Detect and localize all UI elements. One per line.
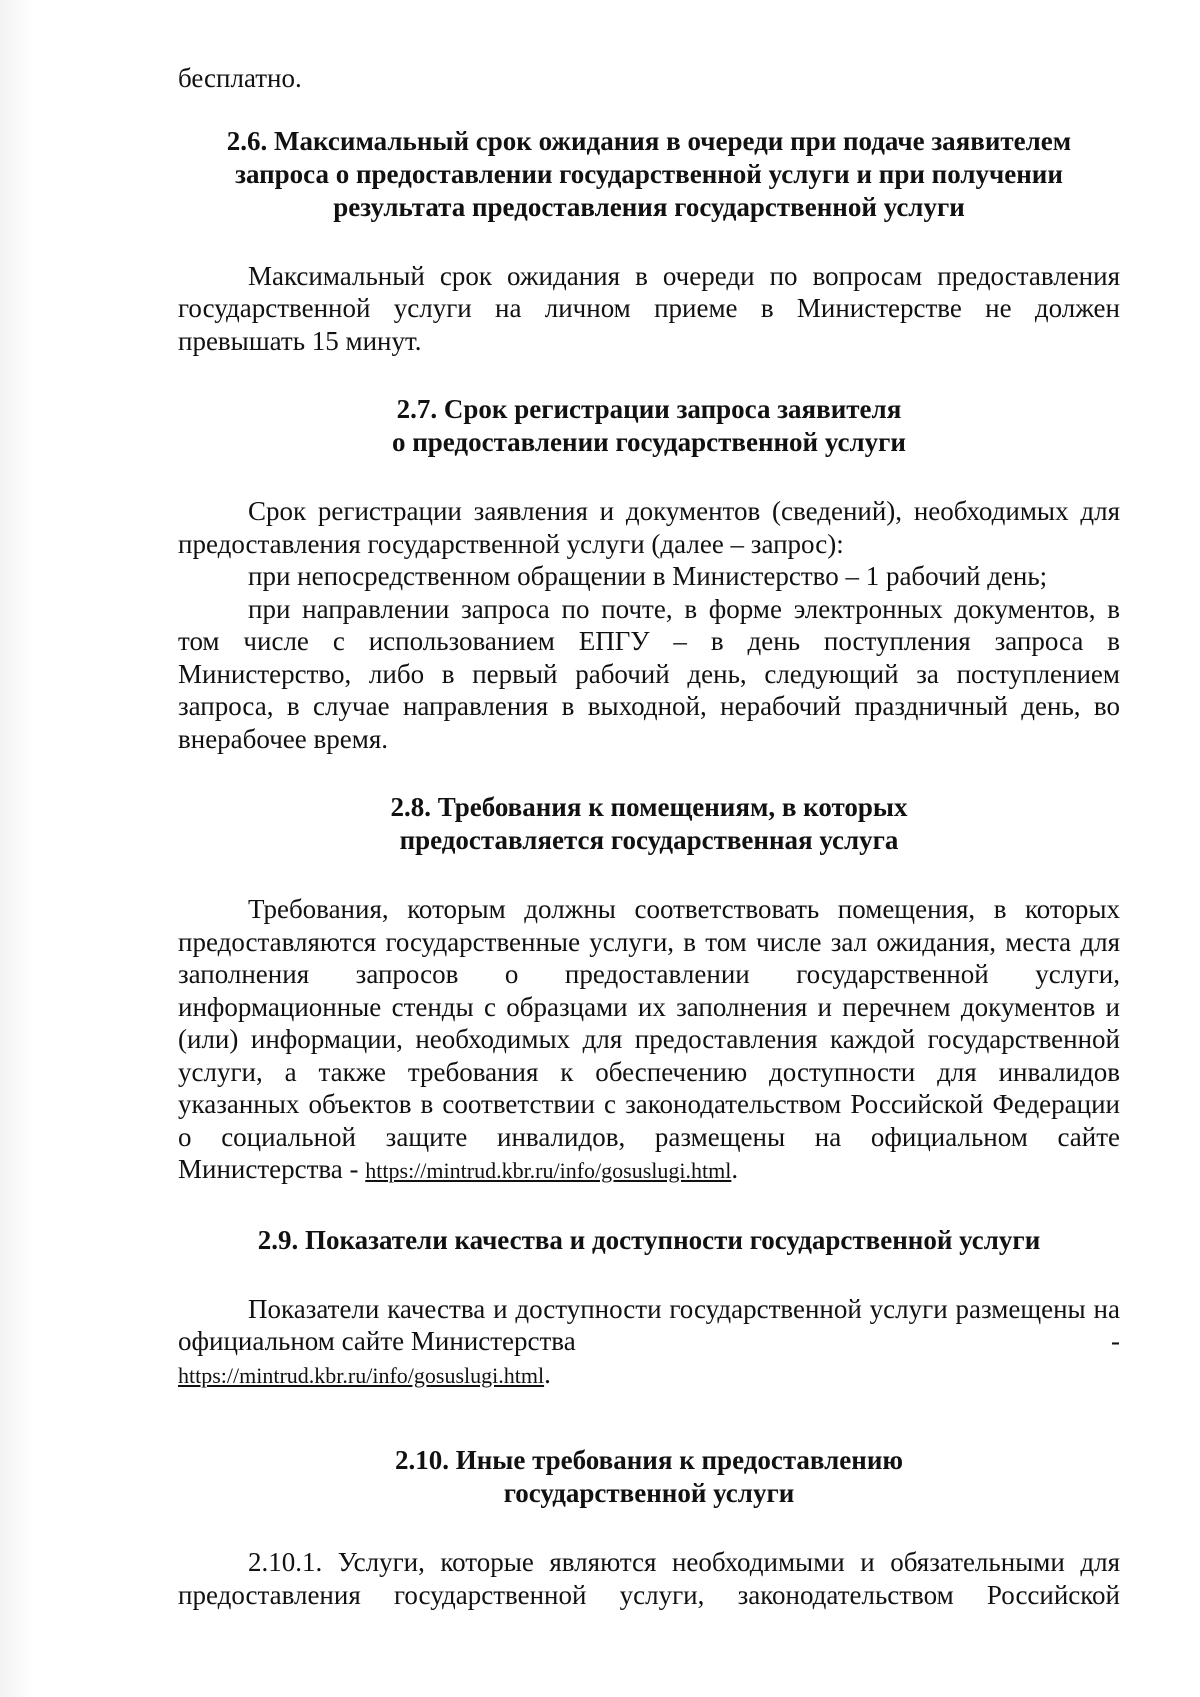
section-2-9-paragraph <box>178 1293 1120 1358</box>
heading-line: о предоставлении государственной услуги <box>391 427 906 457</box>
gosuslugi-link[interactable]: https://mintrud.kbr.ru/info/gosuslugi.html <box>365 1158 732 1183</box>
heading-line: 2.7. Срок регистрации запроса заявителя <box>396 394 902 424</box>
section-2-10-paragraph: 2.10.1. Услуги, которые являются необходимыми и обязательными для предоставления государственной услуги, законодательством Российской <box>178 1547 1120 1610</box>
heading-line: 2.6. Максимальный срок ожидания в очереди при подаче заявителем <box>226 125 1072 156</box>
heading-line: государственной услуги <box>503 1478 795 1508</box>
section-2-8-paragraph <box>178 893 1120 1188</box>
dash-mark: - <box>1111 1326 1120 1356</box>
heading-line: результата предоставления государственной услуги <box>333 191 965 222</box>
heading-line: 2.8. Требования к помещениям, в которых <box>390 792 908 822</box>
section-2-7-paragraph-1: Срок регистрации заявления и документов (сведений), необходимых для предоставления государственной услуги (далее – запрос): <box>178 496 1120 559</box>
paragraph-end: . <box>544 1358 551 1389</box>
heading-line: запроса о предоставлении государственной услуги и при получении <box>235 158 1063 189</box>
section-2-7-paragraph-2: при непосредственном обращении в Министерство – 1 рабочий день; <box>248 561 1048 591</box>
section-2-6-heading <box>178 125 1120 224</box>
section-2-9-link-line <box>178 1358 1120 1393</box>
paragraph-end: . <box>731 1154 739 1184</box>
heading-line: 2.10. Иные требования к предоставлению <box>394 1445 904 1475</box>
section-2-10-heading <box>178 1444 1120 1510</box>
section-2-8-heading <box>178 791 1120 857</box>
heading-line: предоставляется государственная услуга <box>399 825 899 855</box>
paragraph-text: Показатели качества и доступности государственной услуги размещены на официальном сайте Министерства <box>178 1293 1120 1356</box>
section-2-6-paragraph: Максимальный срок ожидания в очереди по вопросам предоставления государственной услуги на личном приеме в Министерстве не должен превышать 15 минут. <box>178 260 1120 356</box>
gosuslugi-link[interactable]: https://mintrud.kbr.ru/info/gosuslugi.html <box>178 1362 545 1388</box>
section-2-7-paragraph-3: при направлении запроса по почте, в форме электронных документов, в том числе с использованием ЕПГУ – в день поступления запроса в Министерство, либо в первый рабочий день, следующий за поступлением запроса, в случае направления в выходной, нерабочий праздничный день, во внерабочее время. <box>178 593 1120 754</box>
section-2-7-heading <box>178 393 1120 459</box>
section-2-9-heading: 2.9. Показатели качества и доступности государственной услуги <box>257 1224 1041 1255</box>
continuation-text: бесплатно. <box>178 63 302 93</box>
paragraph-text: Требования, которым должны соответствовать помещения, в которых предоставляются государственные услуги, в том числе зал ожидания, места для заполнения запросов о предоставлении государственной услуги, информационные стенды с образцами их заполнения и перечнем документов и (или) информации, необходимых для предоставления каждой государственной услуги, а также требования к обеспечению доступности для инвалидов указанных объектов в соответствии с законодательством Российской Федерации о социальной защите инвалидов, размещены на официальном сайте Министерства - <box>178 894 1120 1184</box>
